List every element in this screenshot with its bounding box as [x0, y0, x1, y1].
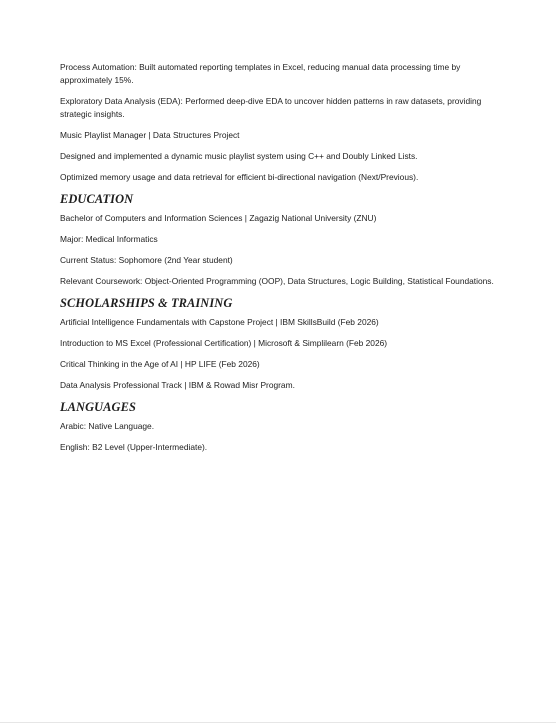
scholarships-heading: SCHOLARSHIPS & TRAINING [60, 296, 233, 310]
education-status: Current Status: Sophomore (2nd Year student) [60, 255, 233, 265]
education-heading: EDUCATION [60, 192, 134, 206]
experience-item-process-automation: Process Automation: Built automated reporting templates in Excel, reducing manual data processing time by approximately 15%. [60, 62, 461, 85]
scholarship-item: Introduction to MS Excel (Professional Certification) | Microsoft & Simplilearn (Feb 2026) [60, 338, 388, 348]
scholarship-item: Artificial Intelligence Fundamentals with Capstone Project | IBM SkillsBuild (Feb 2026) [60, 317, 379, 327]
scholarship-item: Critical Thinking in the Age of AI | HP LIFE (Feb 2026) [60, 359, 260, 369]
language-item: English: B2 Level (Upper-Intermediate). [60, 442, 208, 452]
education-section [60, 192, 496, 288]
scholarship-item: Data Analysis Professional Track | IBM & Rowad Misr Program. [60, 380, 295, 390]
languages-section [60, 400, 496, 454]
project-item-optimization: Optimized memory usage and data retrieval for efficient bi-directional navigation (Next/Previous). [60, 172, 419, 182]
experience-item-eda: Exploratory Data Analysis (EDA): Performed deep-dive EDA to uncover hidden patterns in raw datasets, providing strategic insights. [60, 96, 482, 119]
education-major: Major: Medical Informatics [60, 234, 158, 244]
education-degree: Bachelor of Computers and Information Sciences | Zagazig National University (ZNU) [60, 213, 377, 223]
language-item: Arabic: Native Language. [60, 421, 155, 431]
languages-heading: LANGUAGES [60, 400, 136, 414]
scholarships-section [60, 296, 496, 392]
project-title-music-playlist: Music Playlist Manager | Data Structures Project [60, 130, 240, 140]
project-item-design: Designed and implemented a dynamic music playlist system using C++ and Doubly Linked Lists. [60, 151, 418, 161]
education-coursework: Relevant Coursework: Object-Oriented Programming (OOP), Data Structures, Logic Building, Statistical Foundations. [60, 276, 494, 286]
experience-section [60, 61, 496, 184]
